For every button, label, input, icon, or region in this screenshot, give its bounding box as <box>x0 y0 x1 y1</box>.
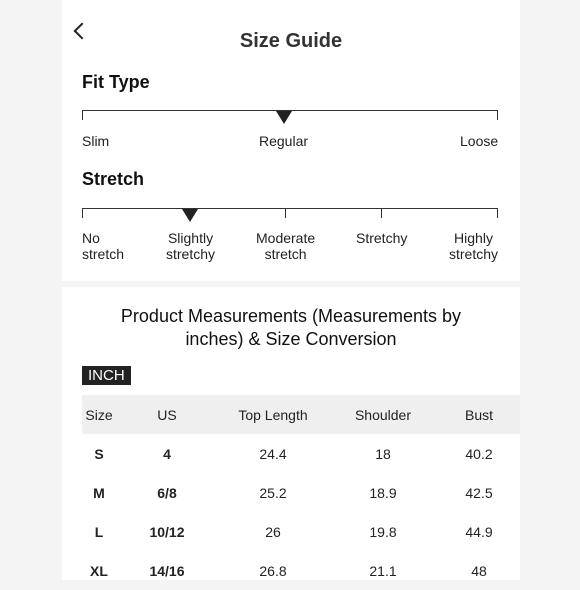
cell-shoulder: 19.8 <box>369 523 397 540</box>
cell-size: L <box>94 523 104 540</box>
unit-badge[interactable]: INCH <box>82 366 131 385</box>
table-row <box>82 512 520 551</box>
fit-type-marker <box>276 111 292 124</box>
cell-top-length: 25.2 <box>259 484 287 501</box>
cell-shoulder: 18 <box>375 445 391 462</box>
fit-type-title: Fit Type <box>82 72 150 92</box>
stretch-option-moderate: Moderate stretch <box>256 230 316 262</box>
table-row <box>82 473 520 512</box>
cell-us: 14/16 <box>149 562 185 579</box>
cell-shoulder: 21.1 <box>369 562 397 579</box>
fit-option-slim: Slim <box>82 133 110 149</box>
fit-option-loose: Loose <box>460 133 499 149</box>
size-table <box>82 395 520 590</box>
fit-stretch-card <box>62 68 520 281</box>
measurements-card <box>62 287 520 580</box>
table-row <box>82 434 520 473</box>
cell-shoulder: 18.9 <box>369 484 397 501</box>
cell-size: S <box>94 445 104 462</box>
fit-option-regular: Regular <box>259 133 309 149</box>
table-header-row <box>82 395 520 434</box>
stretch-option-stretchy: Stretchy <box>356 230 408 246</box>
stretch-option-slightly: Slightly stretchy <box>166 230 216 262</box>
stretch-option-highly: Highly stretchy <box>449 230 499 262</box>
stretch-option-no: No stretch <box>82 230 125 262</box>
measurements-title: Product Measurements (Measurements by inches) & Size Conversion <box>120 306 462 349</box>
cell-bust: 40.2 <box>465 445 493 462</box>
page-title: Size Guide <box>239 30 343 52</box>
cell-top-length: 26 <box>265 523 281 540</box>
cell-us: 10/12 <box>149 523 185 540</box>
table-row <box>82 551 520 590</box>
cell-us: 4 <box>163 445 171 462</box>
cell-us: 6/8 <box>157 484 177 501</box>
cell-bust: 42.5 <box>465 484 493 501</box>
cell-bust: 44.9 <box>465 523 493 540</box>
cell-top-length: 24.4 <box>259 445 287 462</box>
stretch-marker <box>182 209 198 222</box>
cell-size: XL <box>90 562 108 579</box>
column-header-shoulder: Shoulder <box>328 395 438 434</box>
cell-top-length: 26.8 <box>259 562 287 579</box>
column-header-us: US <box>116 395 218 434</box>
cell-size: M <box>93 484 105 501</box>
column-header-bust: Bust <box>438 395 520 434</box>
column-header-top-length: Top Length <box>218 395 328 434</box>
stretch-title: Stretch <box>82 169 145 189</box>
cell-bust: 48 <box>471 562 487 579</box>
app-header <box>62 0 520 69</box>
column-header-size: Size <box>82 395 116 434</box>
